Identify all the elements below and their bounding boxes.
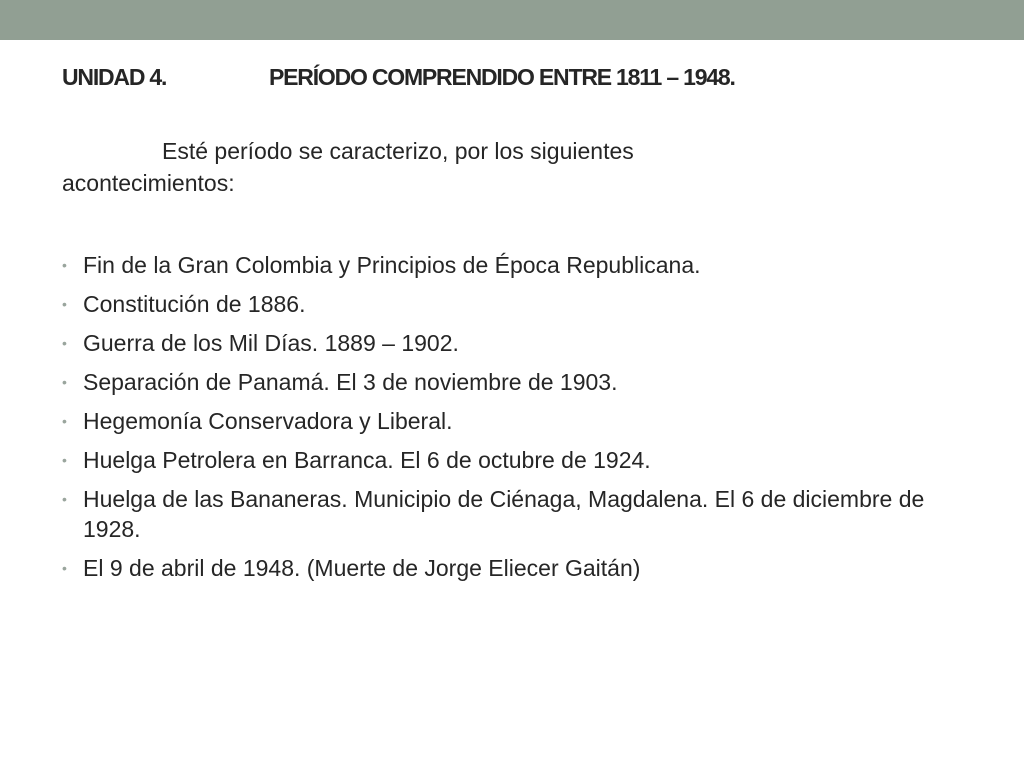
- list-item: [62, 445, 982, 475]
- bullet-icon: •: [62, 335, 67, 351]
- list-item: [62, 367, 982, 397]
- list-item: [62, 328, 982, 358]
- list-item-text: Guerra de los Mil Días. 1889 – 1902.: [83, 330, 459, 356]
- list-item: [62, 484, 982, 544]
- bullet-icon: •: [62, 413, 67, 429]
- list-item-text: Huelga Petrolera en Barranca. El 6 de octubre de 1924.: [83, 447, 651, 473]
- list-item-text: El 9 de abril de 1948. (Muerte de Jorge Eliecer Gaitán): [83, 555, 641, 581]
- bullet-icon: •: [62, 452, 67, 468]
- list-item: [62, 553, 982, 583]
- top-accent-bar: [0, 0, 1024, 40]
- list-item-text: Hegemonía Conservadora y Liberal.: [83, 408, 453, 434]
- slide-title: [62, 62, 735, 92]
- bullet-icon: •: [62, 257, 67, 273]
- title-unit: UNIDAD 4.: [62, 64, 167, 90]
- list-item: [62, 406, 982, 436]
- list-item: [62, 250, 982, 280]
- events-list: [62, 250, 982, 592]
- list-item-text: Huelga de las Bananeras. Municipio de Ciénaga, Magdalena. El 6 de diciembre de 1928.: [83, 486, 925, 542]
- list-item: [62, 289, 982, 319]
- intro-paragraph: Esté período se caracterizo, por los siguientes acontecimientos:: [62, 138, 634, 196]
- list-item-text: Separación de Panamá. El 3 de noviembre de 1903.: [83, 369, 618, 395]
- list-item-text: Constitución de 1886.: [83, 291, 306, 317]
- title-period: PERÍODO COMPRENDIDO ENTRE 1811 – 1948.: [269, 64, 735, 90]
- bullet-icon: •: [62, 491, 67, 507]
- list-item-text: Fin de la Gran Colombia y Principios de Época Republicana.: [83, 252, 701, 278]
- bullet-icon: •: [62, 374, 67, 390]
- bullet-icon: •: [62, 296, 67, 312]
- bullet-icon: •: [62, 560, 67, 576]
